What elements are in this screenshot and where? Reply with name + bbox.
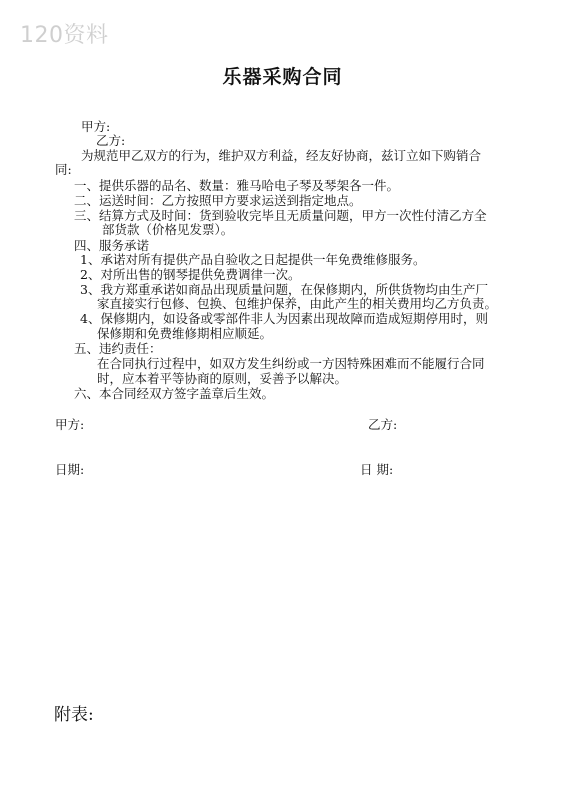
clause-5-heading: 五、违约责任： (74, 341, 162, 356)
signature-party-a: 甲方: (55, 417, 85, 432)
service-item-1: 1、承诺对所有提供产品自验收之日起提供一年免费维修服务。 (80, 252, 426, 267)
party-b-label: 乙方: (96, 133, 126, 148)
service-item-3-line-1: 3、我方郑重承诺如商品出现质量问题，在保修期内，所供货物均由生产厂 (80, 282, 488, 297)
clause-3-line-2: 部货款（价格见发票）。 (102, 222, 234, 237)
clause-2: 二、运送时间：乙方按照甲方要求运送到指定地点。 (74, 193, 362, 208)
preamble-line-2: 同: (55, 162, 72, 177)
preamble-line-1: 为规范甲乙双方的行为，维护双方利益，经友好协商，兹订立如下购销合 (81, 148, 482, 163)
clause-4-heading: 四、服务承诺 (74, 238, 150, 253)
clause-5-line-1: 在合同执行过程中，如双方发生纠纷或一方因特殊困难而不能履行合同 (97, 356, 485, 371)
clause-3-line-1: 三、结算方式及时间：货到验收完毕且无质量问题，甲方一次性付清乙方全 (74, 208, 487, 223)
signature-date-a: 日期: (55, 462, 85, 477)
party-a-label: 甲方: (81, 119, 111, 134)
document-title: 乐器采购合同 (222, 66, 343, 88)
service-item-4-line-1: 4、保修期内，如设备或零部件非人为因素出现故障而造成短期停用时，则 (80, 311, 488, 326)
clause-5-line-2: 时，应本着平等协商的原则，妥善予以解决。 (97, 371, 348, 386)
service-item-4-line-2: 保修期和免费维修期相应顺延。 (97, 326, 273, 341)
clause-1: 一、提供乐器的品名、数量：雅马哈电子琴及琴架各一件。 (74, 178, 400, 193)
service-item-2: 2、对所出售的钢琴提供免费调律一次。 (80, 267, 301, 282)
clause-6: 六、本合同经双方签字盖章后生效。 (74, 386, 275, 401)
service-item-3-line-2: 家直接实行包修、包换、包维护保养，由此产生的相关费用均乙方负责。 (97, 296, 498, 311)
watermark-logo: 120资料 (20, 23, 109, 48)
appendix-label: 附表: (54, 705, 94, 725)
signature-date-b: 日 期: (360, 462, 394, 477)
signature-party-b: 乙方: (368, 417, 398, 432)
